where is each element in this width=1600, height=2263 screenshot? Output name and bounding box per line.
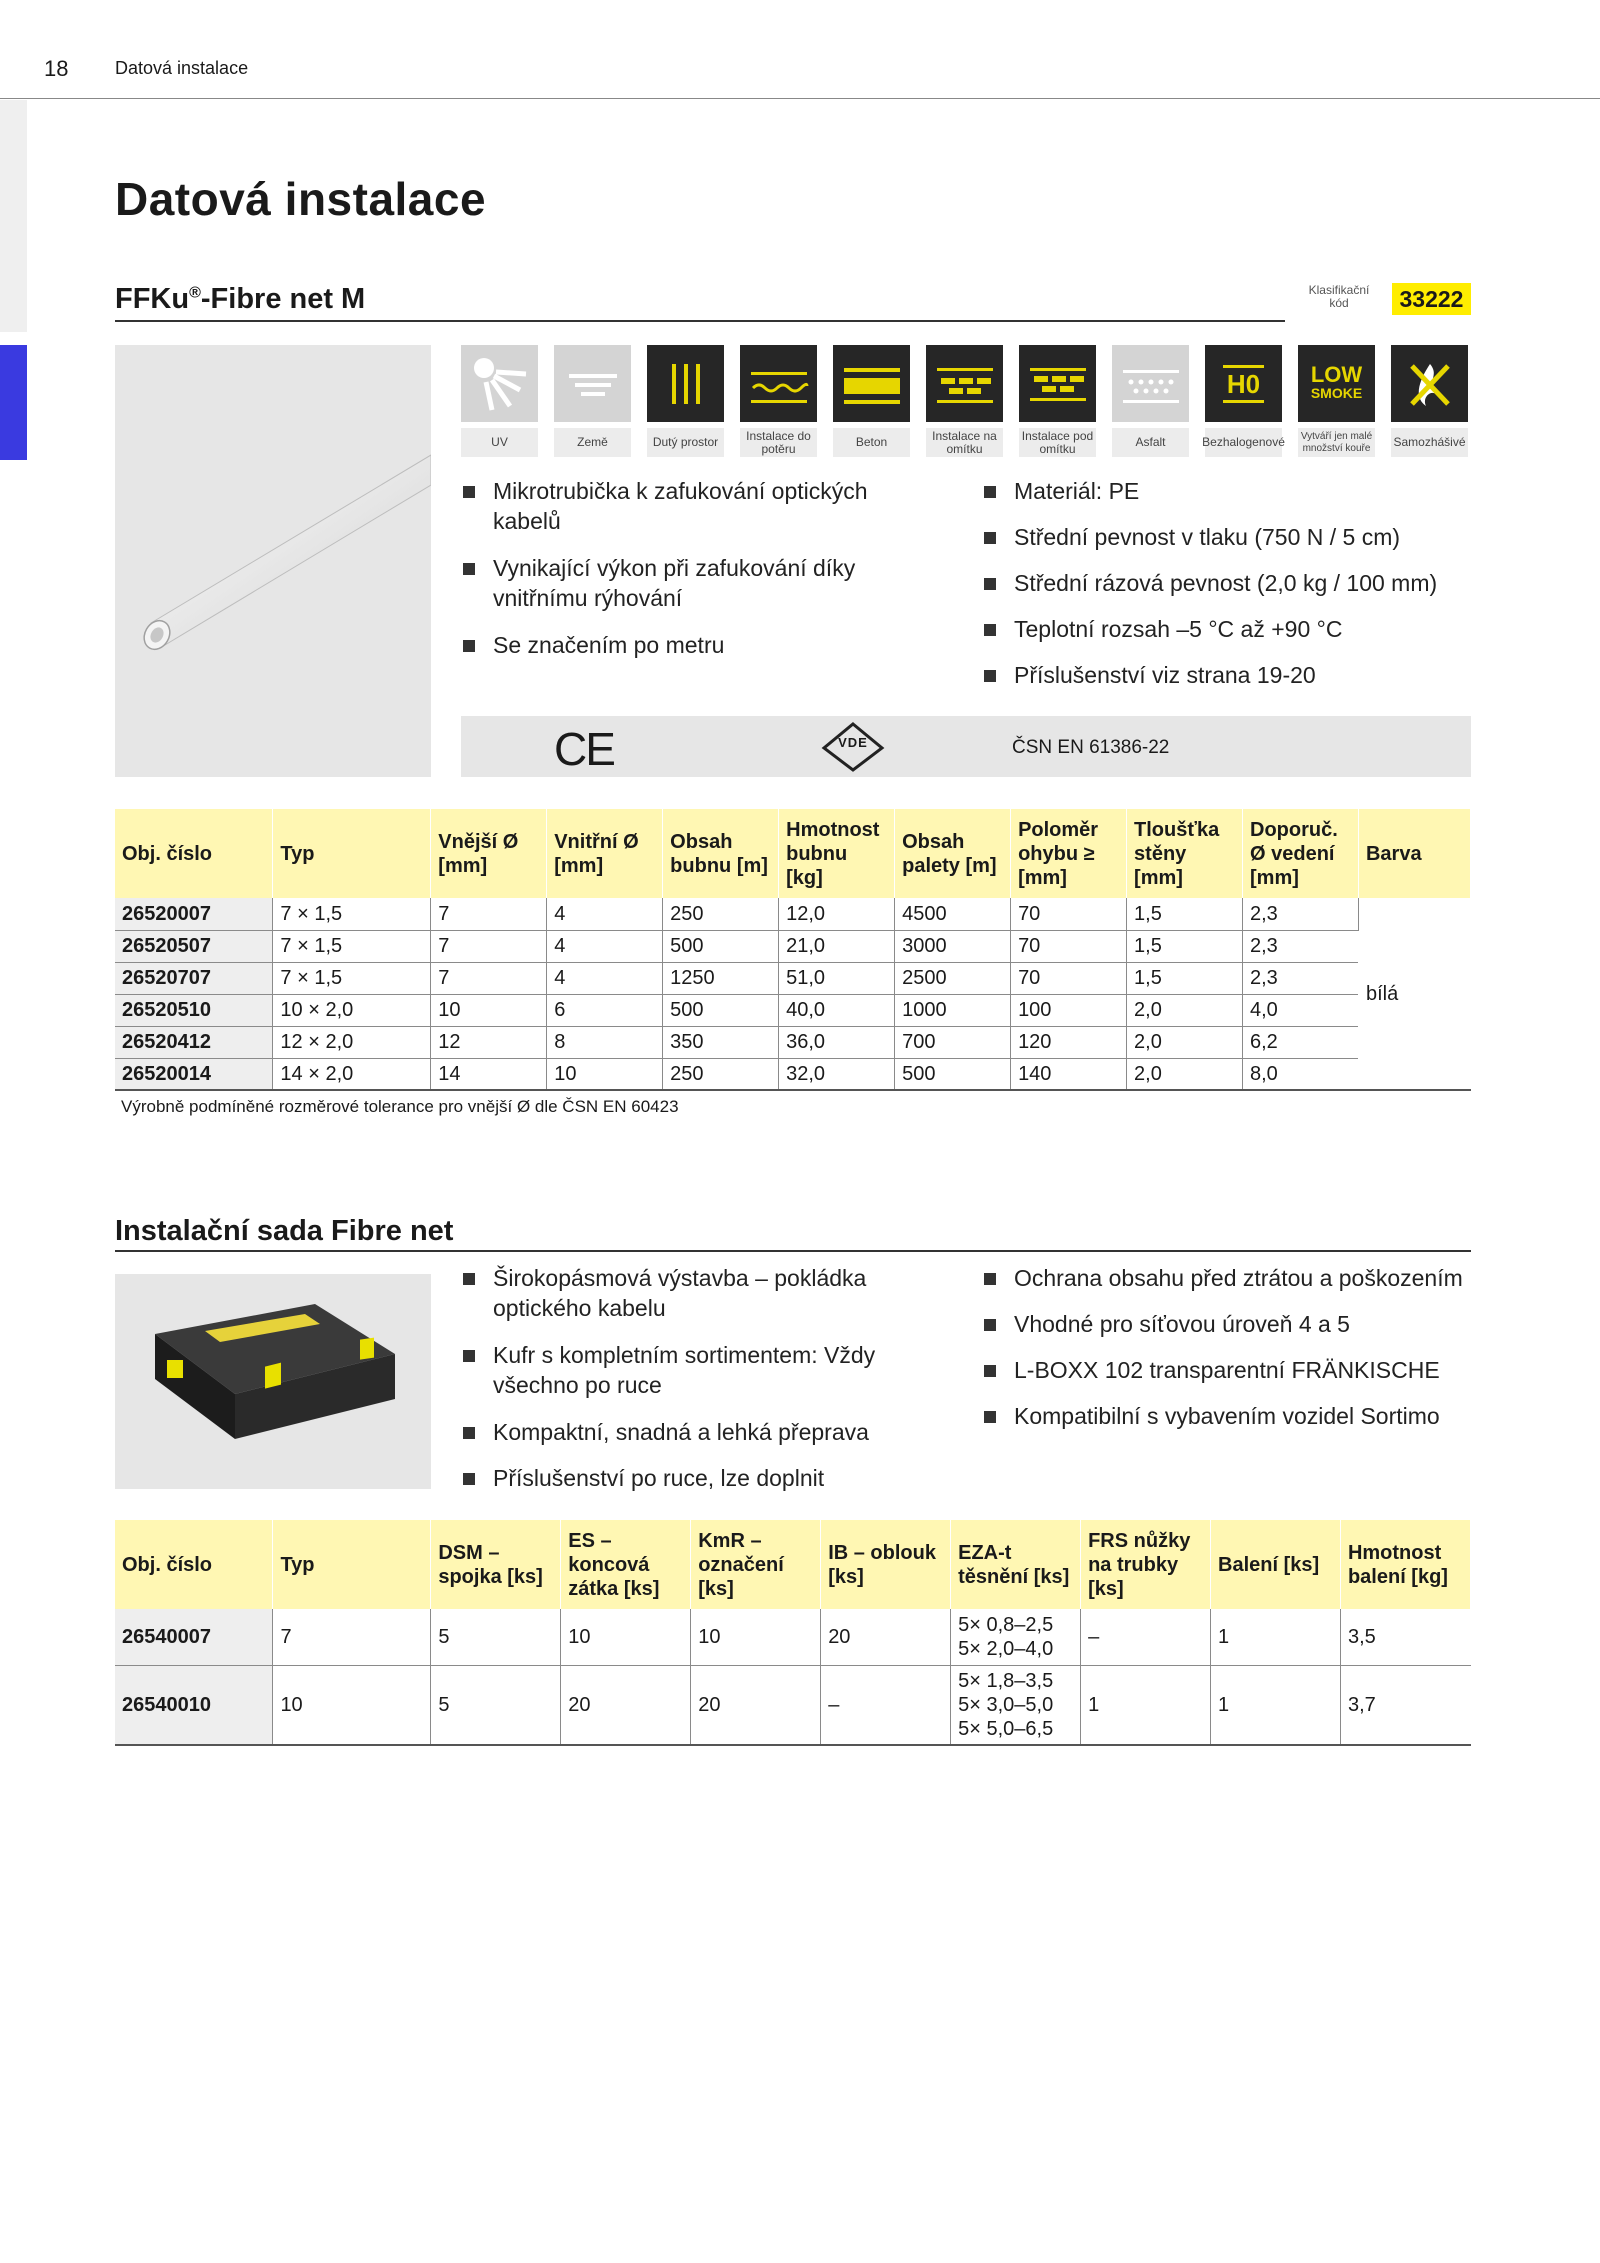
table-cell: 7 — [431, 962, 547, 994]
table-cell: 2,0 — [1127, 1058, 1243, 1090]
icon-label: Beton — [833, 428, 910, 457]
table-cell: 2,3 — [1243, 962, 1359, 994]
table-header-cell: EZA-t těsnění [ks] — [951, 1520, 1081, 1609]
feature-item: Se značením po metru — [461, 630, 921, 660]
icon-label: Instalace do potěru — [740, 428, 817, 457]
product-table-kit — [115, 1520, 1471, 1746]
table-cell: 10 — [691, 1609, 821, 1665]
low-smoke-icon: LOW SMOKE — [1298, 345, 1375, 422]
section2-title: Instalační sada Fibre net — [115, 1215, 454, 1247]
table-row — [115, 994, 1471, 1026]
table-cell: 6 — [547, 994, 663, 1026]
asphalt-icon — [1112, 345, 1189, 422]
table-cell: 10 — [561, 1609, 691, 1665]
table-cell: 2500 — [895, 962, 1011, 994]
spec-item: Střední pevnost v tlaku (750 N / 5 cm) — [982, 522, 1482, 552]
table-cell: 250 — [663, 898, 779, 930]
table-header-cell: Vnitřní Ø [mm] — [547, 809, 663, 898]
table-cell: 3,7 — [1340, 1665, 1470, 1745]
under-plaster-icon — [1019, 345, 1096, 422]
icon-label: Instalace na omítku — [926, 428, 1003, 457]
table-header-cell: DSM – spojka [ks] — [431, 1520, 561, 1609]
feature-item: Kufr s kompletním sortimentem: Vždy všechno po ruce — [461, 1340, 921, 1400]
table-cell: 36,0 — [779, 1026, 895, 1058]
table-header-cell: Obj. číslo — [115, 1520, 273, 1609]
table-cell: 500 — [663, 994, 779, 1026]
table-header-cell: Obsah palety [m] — [895, 809, 1011, 898]
sun-icon — [461, 345, 538, 422]
classification-code: 33222 — [1392, 283, 1471, 315]
icon-label: Dutý prostor — [647, 428, 724, 457]
table-cell: 12 × 2,0 — [273, 1026, 431, 1058]
table-row — [115, 1026, 1471, 1058]
table-cell: 1 — [1211, 1609, 1341, 1665]
table-cell: 5× 0,8–2,5 5× 2,0–4,0 — [951, 1609, 1081, 1665]
table-cell: 700 — [895, 1026, 1011, 1058]
side-tab-active — [0, 345, 27, 460]
table-cell: 4 — [547, 930, 663, 962]
icon-label: Vytváří jen malé množství kouře — [1298, 428, 1375, 457]
table-cell: 5 — [431, 1665, 561, 1745]
table-header-cell: Barva — [1358, 809, 1470, 898]
table-header-cell: FRS nůžky na trubky [ks] — [1081, 1520, 1211, 1609]
icon-label: UV — [461, 428, 538, 457]
table-cell: 100 — [1011, 994, 1127, 1026]
table-cell: 3,5 — [1340, 1609, 1470, 1665]
order-number: 26540010 — [115, 1665, 273, 1745]
order-number: 26520507 — [115, 930, 273, 962]
icon-label: Bezhalogenové — [1205, 428, 1282, 457]
table-cell: – — [1081, 1609, 1211, 1665]
table-cell: 500 — [663, 930, 779, 962]
spec-item: Příslušenství viz strana 19-20 — [982, 660, 1482, 690]
table-cell: 70 — [1011, 930, 1127, 962]
page-title: Datová instalace — [115, 173, 487, 225]
table-cell: 32,0 — [779, 1058, 895, 1090]
table-cell: 1000 — [895, 994, 1011, 1026]
product-photo-case — [115, 1274, 431, 1489]
table-cell: 20 — [691, 1665, 821, 1745]
table-cell: 40,0 — [779, 994, 895, 1026]
order-number: 26520014 — [115, 1058, 273, 1090]
table-cell: 1,5 — [1127, 898, 1243, 930]
table-header-cell: Tloušťka stěny [mm] — [1127, 809, 1243, 898]
table-cell: 10 — [273, 1665, 431, 1745]
table-cell: 7 — [273, 1609, 431, 1665]
table-cell: 1 — [1081, 1665, 1211, 1745]
table-cell: 8,0 — [1243, 1058, 1359, 1090]
table-cell: 7 × 1,5 — [273, 962, 431, 994]
feature-item: Ochrana obsahu před ztrátou a poškozením — [982, 1263, 1482, 1293]
table-cell: 12 — [431, 1026, 547, 1058]
surface-plaster-icon — [926, 345, 1003, 422]
table-header-cell: Vnější Ø [mm] — [431, 809, 547, 898]
section1-rule — [115, 320, 1285, 322]
feature-item: Příslušenství po ruce, lze doplnit — [461, 1463, 921, 1493]
table-cell: 20 — [561, 1665, 691, 1745]
table-row — [115, 930, 1471, 962]
table-cell: 12,0 — [779, 898, 895, 930]
order-number: 26520707 — [115, 962, 273, 994]
table-cell: 350 — [663, 1026, 779, 1058]
section1-features-left — [461, 476, 921, 660]
table-cell: 250 — [663, 1058, 779, 1090]
table-cell: 500 — [895, 1058, 1011, 1090]
table-cell: 7 × 1,5 — [273, 898, 431, 930]
icon-label: Instalace pod omítku — [1019, 428, 1096, 457]
icon-label: Asfalt — [1112, 428, 1189, 457]
vde-mark-label: VDE — [838, 735, 868, 750]
screed-icon — [740, 345, 817, 422]
table-cell: 2,0 — [1127, 1026, 1243, 1058]
feature-item: Širokopásmová výstavba – pokládka optického kabelu — [461, 1263, 921, 1323]
feature-item: L-BOXX 102 transparentní FRÄNKISCHE — [982, 1355, 1482, 1385]
table-header-cell: Hmotnost bubnu [kg] — [779, 809, 895, 898]
page-number: 18 — [44, 56, 69, 81]
table-cell: 3000 — [895, 930, 1011, 962]
table-cell: 70 — [1011, 898, 1127, 930]
table-header-cell: Hmotnost balení [kg] — [1340, 1520, 1470, 1609]
table-cell: 6,2 — [1243, 1026, 1359, 1058]
table-header-cell: Doporuč. Ø vedení [mm] — [1243, 809, 1359, 898]
table-cell: 14 — [431, 1058, 547, 1090]
certification-norm: ČSN EN 61386-22 — [1012, 737, 1170, 758]
icon-label: Země — [554, 428, 631, 457]
section1-features-right — [982, 476, 1482, 690]
spec-item: Střední rázová pevnost (2,0 kg / 100 mm) — [982, 568, 1482, 598]
certification-bar — [461, 716, 1471, 777]
table-cell: 7 — [431, 898, 547, 930]
concrete-icon — [833, 345, 910, 422]
halogen-free-icon: H0 — [1205, 345, 1282, 422]
table-header-cell: Typ — [273, 809, 431, 898]
table-row — [115, 962, 1471, 994]
product-photo-microduct — [115, 345, 431, 777]
table-cell: 7 × 1,5 — [273, 930, 431, 962]
classification-label: Klasifikační kód — [1308, 283, 1370, 310]
feature-item: Kompaktní, snadná a lehká přeprava — [461, 1417, 921, 1447]
product-table-ffku — [115, 809, 1471, 1091]
table-cell: 140 — [1011, 1058, 1127, 1090]
table-header-cell: Balení [ks] — [1211, 1520, 1341, 1609]
header-divider — [0, 98, 1600, 99]
table-cell: – — [821, 1665, 951, 1745]
feature-item: Mikrotrubička k zafukování optických kabelů — [461, 476, 921, 536]
table-cell: 10 × 2,0 — [273, 994, 431, 1026]
feature-item: Vhodné pro síťovou úroveň 4 a 5 — [982, 1309, 1482, 1339]
table-cell: 51,0 — [779, 962, 895, 994]
order-number: 26520510 — [115, 994, 273, 1026]
table-header-cell: ES – koncová zátka [ks] — [561, 1520, 691, 1609]
table-cell: 7 — [431, 930, 547, 962]
table-header-cell: KmR – označení [ks] — [691, 1520, 821, 1609]
table-row — [115, 898, 1471, 930]
order-number: 26520412 — [115, 1026, 273, 1058]
self-extinguishing-icon — [1391, 345, 1468, 422]
spec-item: Materiál: PE — [982, 476, 1482, 506]
side-tab-gray — [0, 100, 27, 332]
color-cell: bílá — [1358, 898, 1470, 1090]
table-header-cell: Obsah bubnu [m] — [663, 809, 779, 898]
table-cell: 4500 — [895, 898, 1011, 930]
table-cell: 4 — [547, 898, 663, 930]
feature-item: Vynikající výkon při zafukování díky vnitřnímu rýhování — [461, 553, 921, 613]
table-cell: 4,0 — [1243, 994, 1359, 1026]
table-cell: 5× 1,8–3,5 5× 3,0–5,0 5× 5,0–6,5 — [951, 1665, 1081, 1745]
table-cell: 14 × 2,0 — [273, 1058, 431, 1090]
table-cell: 70 — [1011, 962, 1127, 994]
ce-mark: CE — [554, 723, 614, 775]
hollow-space-icon — [647, 345, 724, 422]
table-cell: 2,0 — [1127, 994, 1243, 1026]
table-header-cell: Obj. číslo — [115, 809, 273, 898]
section1-title: FFKu®-Fibre net M — [115, 283, 366, 315]
section2-features-left — [461, 1263, 921, 1493]
table-cell: 1 — [1211, 1665, 1341, 1745]
table-header-cell: Typ — [273, 1520, 431, 1609]
ground-icon — [554, 345, 631, 422]
table-row — [115, 1665, 1471, 1745]
table-cell: 1,5 — [1127, 930, 1243, 962]
table-cell: 120 — [1011, 1026, 1127, 1058]
table-cell: 21,0 — [779, 930, 895, 962]
table-cell: 20 — [821, 1609, 951, 1665]
table-cell: 8 — [547, 1026, 663, 1058]
table-header-cell: Poloměr ohybu ≥ [mm] — [1011, 809, 1127, 898]
running-title: Datová instalace — [115, 58, 249, 78]
table-row — [115, 1609, 1471, 1665]
order-number: 26520007 — [115, 898, 273, 930]
feature-item: Kompatibilní s vybavením vozidel Sortimo — [982, 1401, 1482, 1431]
table-header-cell: IB – oblouk [ks] — [821, 1520, 951, 1609]
table-cell: 10 — [547, 1058, 663, 1090]
section2-rule — [115, 1250, 1471, 1252]
order-number: 26540007 — [115, 1609, 273, 1665]
table-cell: 4 — [547, 962, 663, 994]
icon-label: Samozhášivé — [1391, 428, 1468, 457]
table-row — [115, 1058, 1471, 1090]
table-cell: 5 — [431, 1609, 561, 1665]
section2-features-right — [982, 1263, 1482, 1431]
table-cell: 2,3 — [1243, 930, 1359, 962]
table-footnote: Výrobně podmíněné rozměrové tolerance pro vnější Ø dle ČSN EN 60423 — [121, 1097, 679, 1116]
table-cell: 1,5 — [1127, 962, 1243, 994]
spec-item: Teplotní rozsah –5 °C až +90 °C — [982, 614, 1482, 644]
table-cell: 1250 — [663, 962, 779, 994]
table-cell: 10 — [431, 994, 547, 1026]
table-cell: 2,3 — [1243, 898, 1359, 930]
